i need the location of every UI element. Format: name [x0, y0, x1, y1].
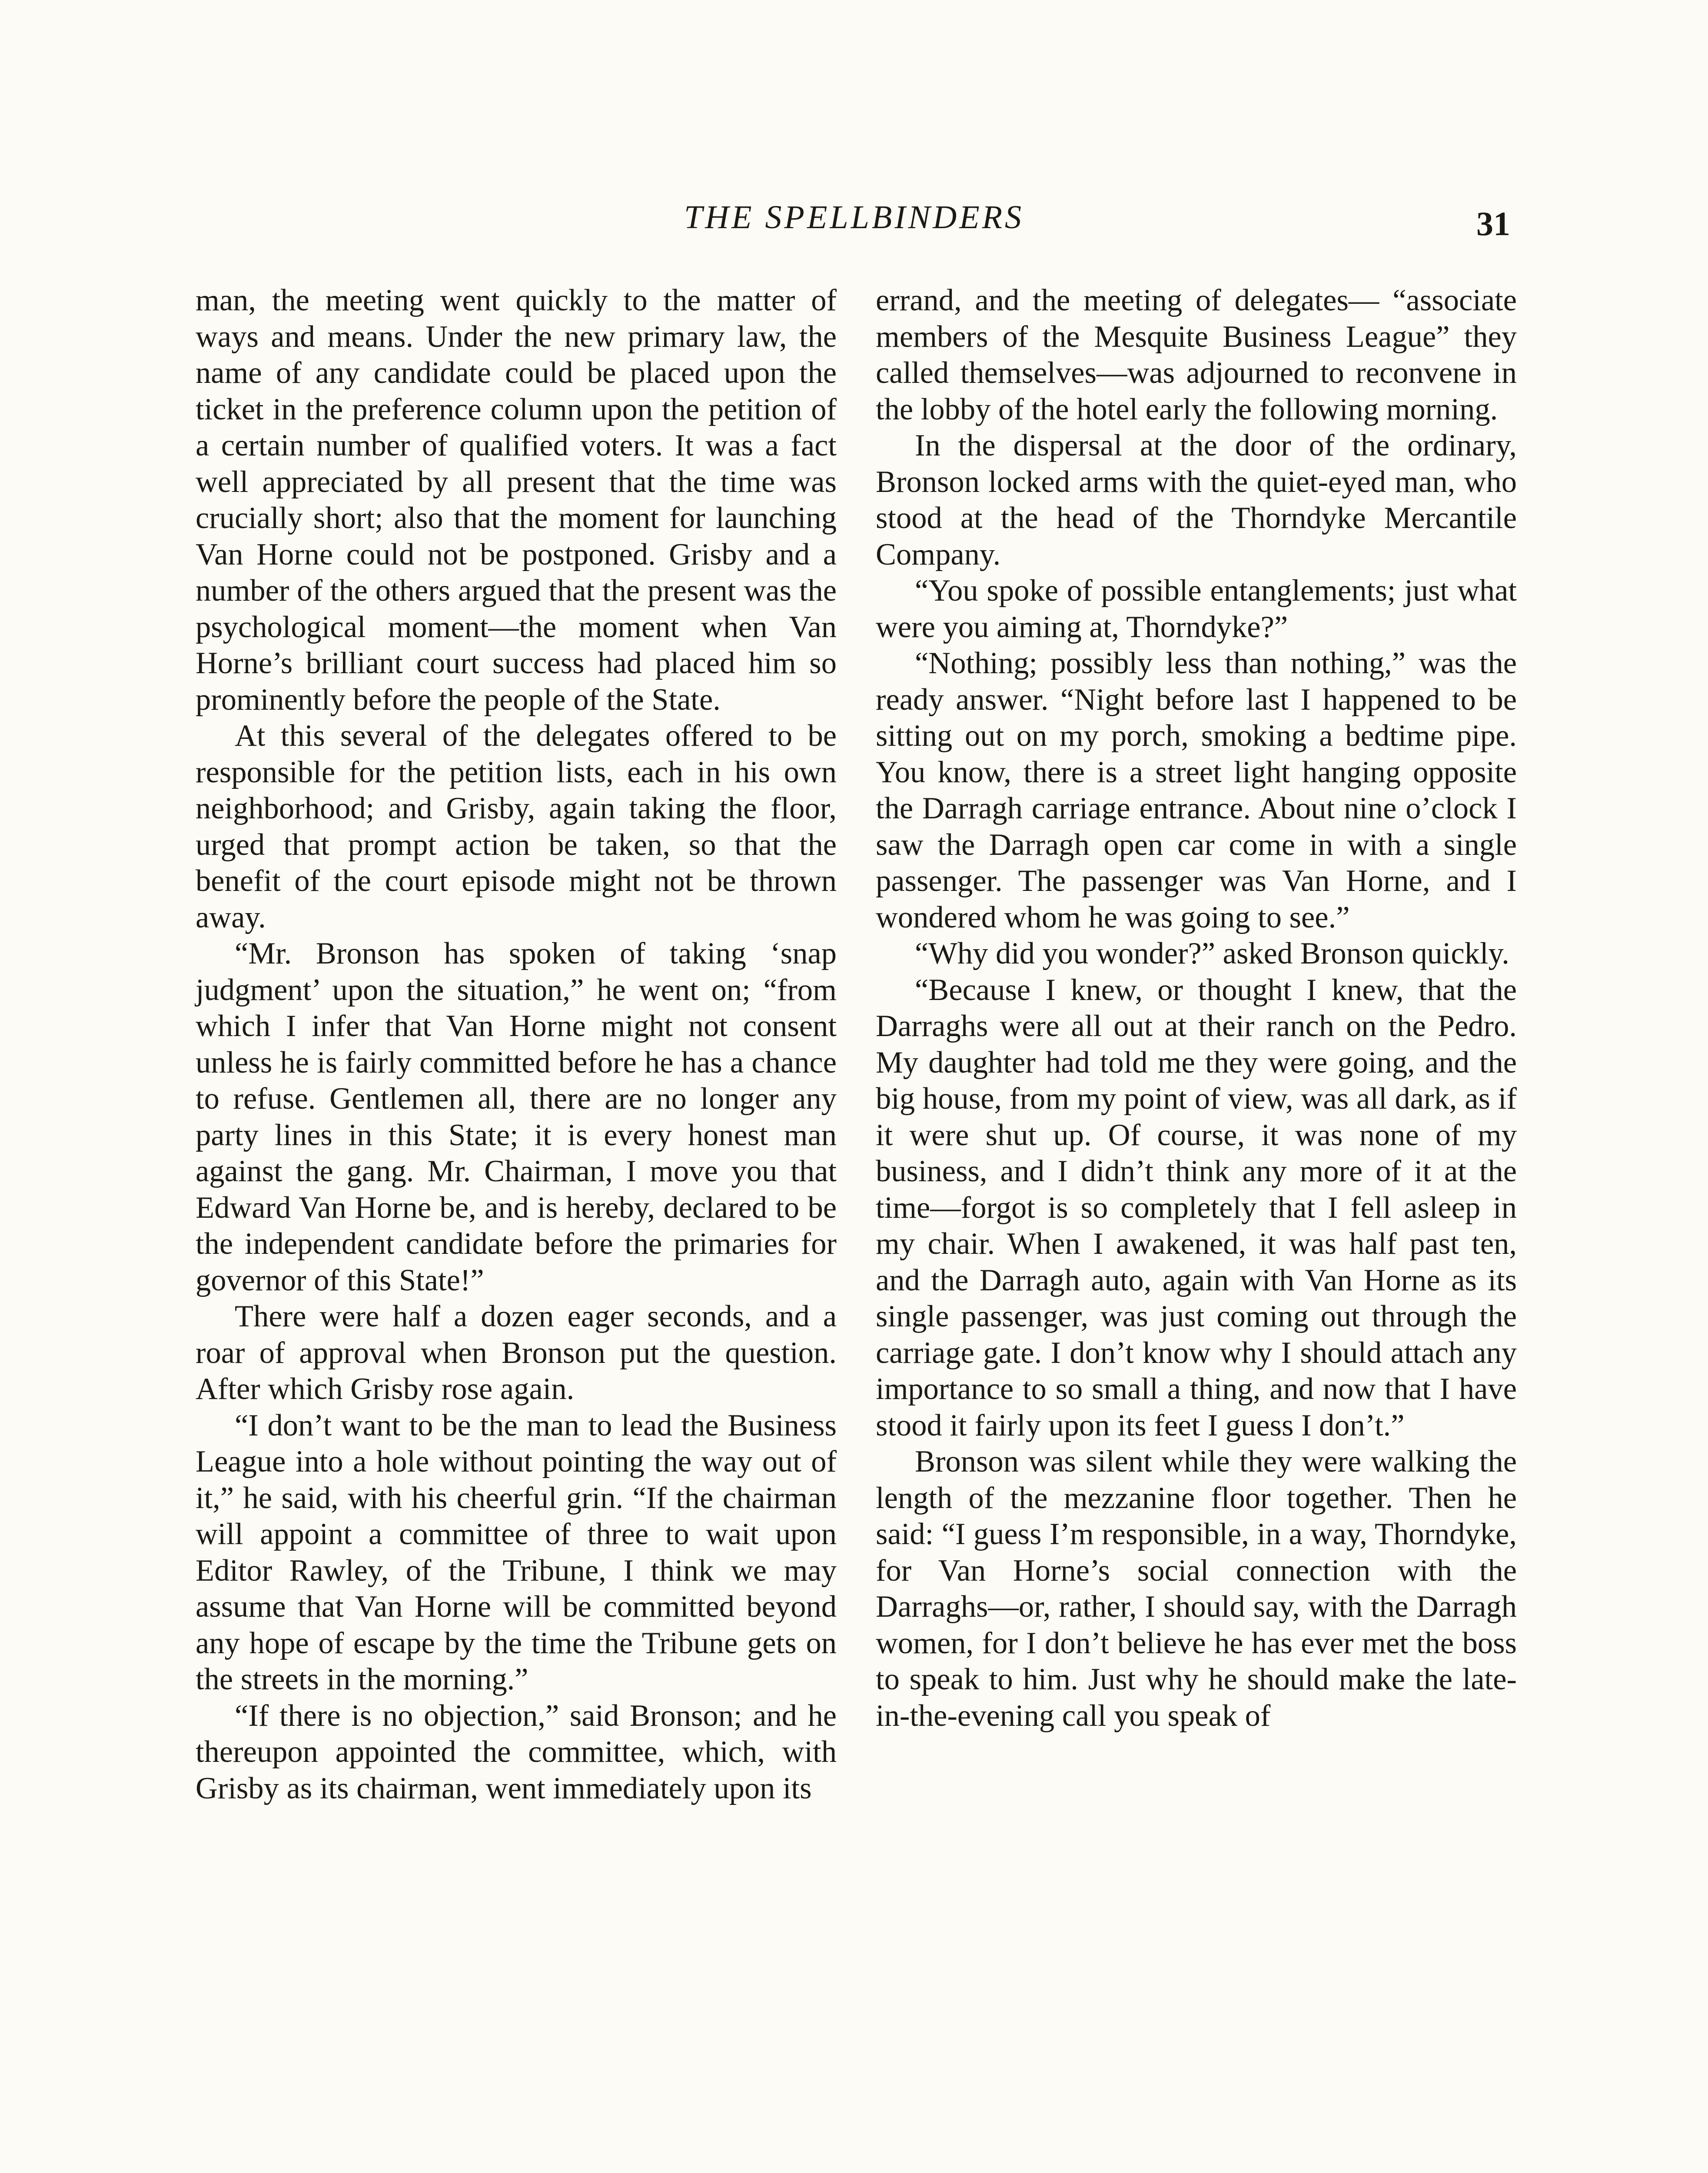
paragraph: “You spoke of possible entanglements; just what were you aiming at, Thorndyke?” — [876, 574, 1517, 644]
paragraph: “Because I knew, or thought I knew, that the Darraghs were all out at their ranch on the Pedro. My daughter had told me they were going, and the big house, from my point of view, was all dark, as if it were shut up. Of course, it was none of my business, and I didn’t think any more of it at the time—forgot is so completely that I fell asleep in my chair. When I awakened, it was half past ten, and the Darragh auto, again with Van Horne as its single passenger, was just coming out through the carriage gate. I don’t know why I should attach any importance to so small a thing, and now that I have stood it fairly upon its feet I guess I don’t.” — [876, 973, 1517, 1442]
paragraph: At this several of the delegates offered to be responsible for the petition lists, each in his own neighborhood; and Grisby, again taking the floor, urged that prompt action be taken, so that the benefit of the court episode might not be thrown away. — [196, 719, 837, 934]
page-number: 31 — [1476, 205, 1510, 243]
paragraph: There were half a dozen eager seconds, and a roar of approval when Bronson put the question. After which Grisby rose again. — [196, 1299, 837, 1406]
paragraph: In the dispersal at the door of the ordinary, Bronson locked arms with the quiet-eyed man, who stood at the head of the Thorndyke Mercantile Company. — [876, 429, 1517, 571]
paragraph: man, the meeting went quickly to the matter of ways and means. Under the new primary law, the name of any candidate could be placed upon the ticket in the preference column upon the petition of a certain number of qualified voters. It was a fact well appreciated by all present that the time was crucially short; also that the moment for launching Van Horne could not be postponed. Grisby and a number of the others argued that the present was the psychological moment—the moment when Van Horne’s brilliant court success had placed him so prominently before the people of the State. — [196, 283, 837, 717]
paragraph: “I don’t want to be the man to lead the Business League into a hole without pointing the way out of it,” he said, with his cheerful grin. “If the chairman will appoint a committee of three to wait upon Editor Rawley, of the Tribune, I think we may assume that Van Horne will be committed beyond any hope of escape by the time the Tribune gets on the streets in the morning.” — [196, 1408, 837, 1696]
paragraph: “Nothing; possibly less than nothing,” was the ready answer. “Night before last I happened to be sitting out on my porch, smoking a bedtime pipe. You know, there is a street light hanging opposite the Darragh carriage entrance. About nine o’clock I saw the Darragh open car come in with a single passenger. The passenger was Van Horne, and I wondered whom he was going to see.” — [876, 646, 1517, 934]
paragraph: “Why did you wonder?” asked Bronson quickly. — [915, 937, 1509, 970]
paragraph: errand, and the meeting of delegates— “associate members of the Mesquite Business League” they called themselves—was adjourned to reconvene in the lobby of the hotel early the following morning. — [876, 283, 1517, 426]
paragraph: Bronson was silent while they were walking the length of the mezzanine floor together. Then he said: “I guess I’m responsible, in a way, Thorndyke, for Van Horne’s social connection with the Darraghs—or, rather, I should say, with the Darragh women, for I don’t believe he has ever met the boss to speak to him. Just why he should make the late-in-the-evening call you speak of — [876, 1445, 1517, 1733]
running-title: THE SPELLBINDERS — [684, 199, 1024, 236]
left-column — [196, 282, 837, 1807]
right-column — [876, 282, 1517, 1734]
paragraph: “If there is no objection,” said Bronson; and he thereupon appointed the committee, which, with Grisby as its chairman, went immediately upon its — [196, 1698, 837, 1805]
paragraph: “Mr. Bronson has spoken of taking ‘snap judgment’ upon the situation,” he went on; “from which I infer that Van Horne might not consent unless he is fairly committed before he has a chance to refuse. Gentlemen all, there are no longer any party lines in this State; it is every honest man against the gang. Mr. Chairman, I move you that Edward Van Horne be, and is hereby, declared to be the independent candidate before the primaries for governor of this State!” — [196, 937, 837, 1297]
